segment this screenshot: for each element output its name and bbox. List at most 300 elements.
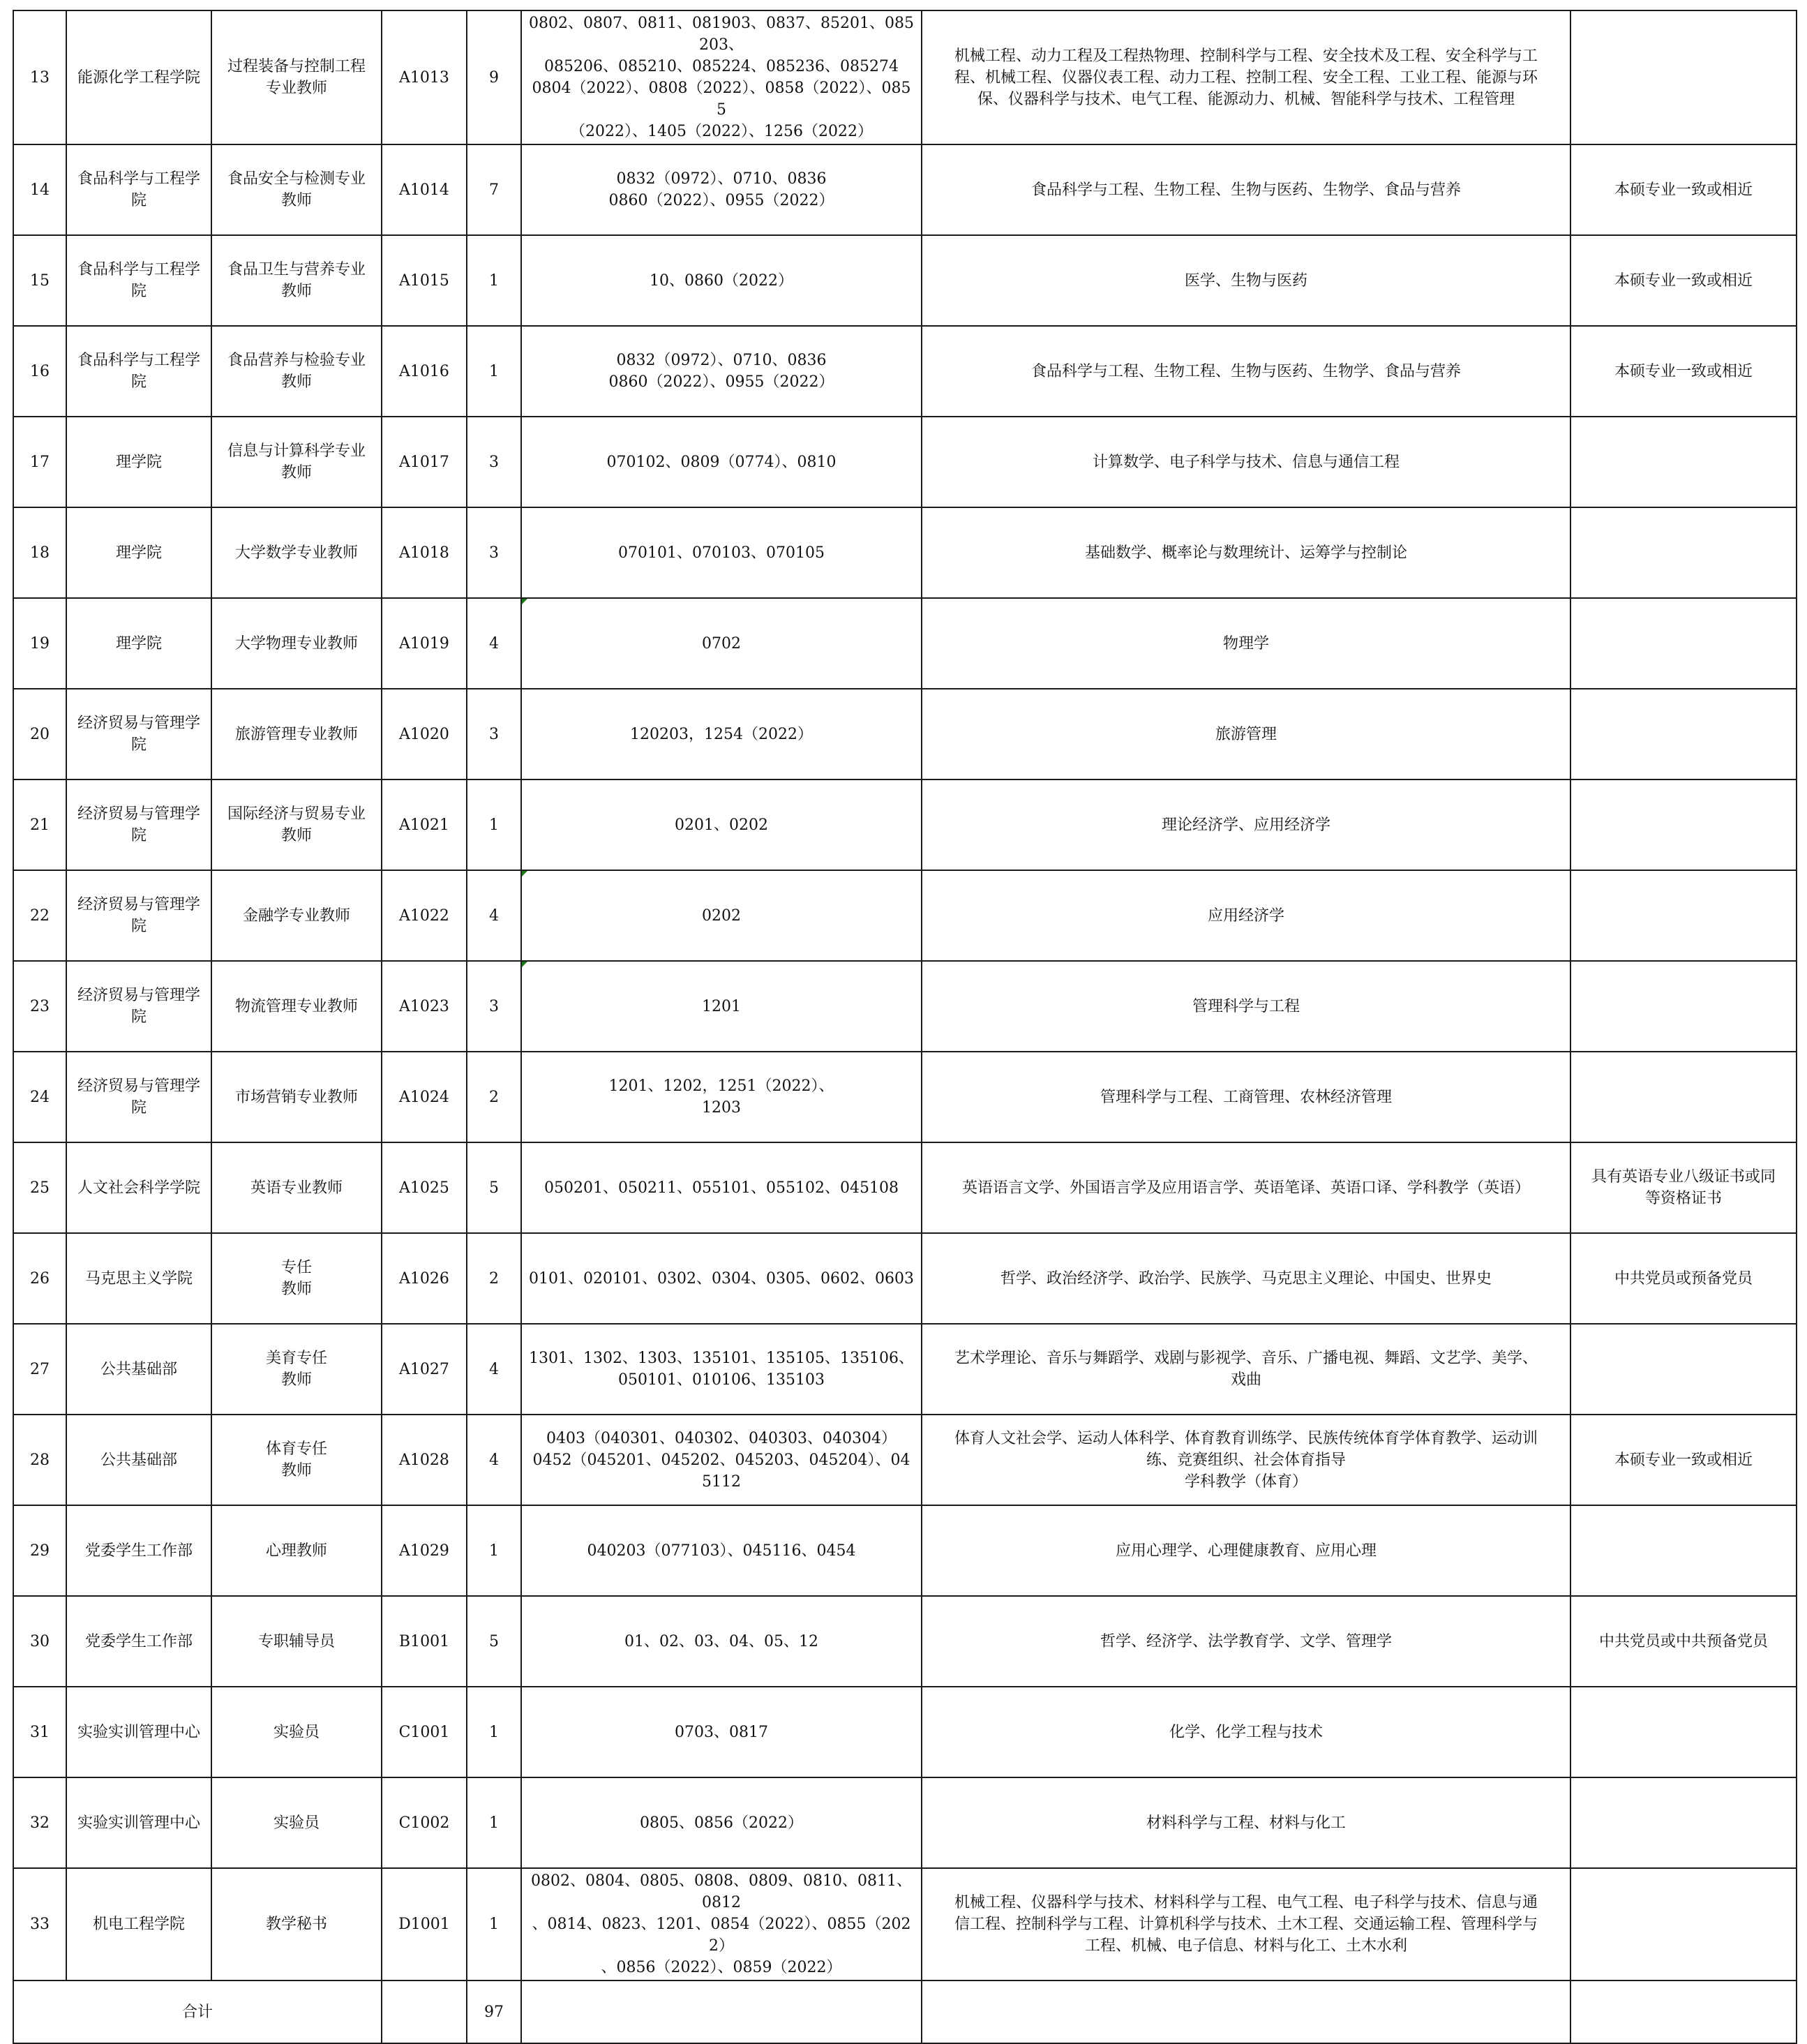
hiring-count: 7 [489, 181, 499, 199]
position-name-cell [211, 1596, 382, 1687]
table-row [13, 144, 1797, 235]
row-number-cell [13, 689, 66, 779]
major-names-cell [922, 779, 1570, 870]
table-row [13, 1233, 1797, 1324]
major-names-cell [922, 10, 1570, 144]
major-codes: 0101、020101、0302、0304、0305、0602、0603 [529, 1269, 914, 1288]
position-name: 心理教师 [265, 1542, 327, 1560]
position-code-cell [382, 507, 467, 598]
requirements-note: 本硕专业一致或相近 [1614, 1451, 1753, 1469]
major-names: 机械工程、动力工程及工程热物理、控制科学与工程、安全技术及工程、安全科学与工 程、机械工程、仪器仪表工程、动力工程、控制工程、安全工程、工业工程、能源与环 保、仪器科学与技术、电气工程、能源动力、机械、智能科学与技术、工程管理 [954, 47, 1538, 108]
requirements-note-cell [1570, 1324, 1797, 1415]
row-number-cell [13, 1868, 66, 1980]
position-name-cell [211, 598, 382, 689]
major-codes: 1201、1202，1251（2022）、 1203 [608, 1077, 834, 1117]
position-name: 食品营养与检验专业 教师 [227, 352, 366, 391]
college-name: 理学院 [115, 453, 162, 471]
major-names: 应用心理学、心理健康教育、应用心理 [1115, 1542, 1377, 1560]
requirements-note-cell [1570, 870, 1797, 961]
total-count-cell [467, 1980, 521, 2043]
table-row [13, 326, 1797, 417]
position-name: 过程装备与控制工程 专业教师 [227, 58, 366, 97]
hiring-count-cell [467, 1596, 521, 1687]
recruitment-table [13, 10, 1797, 2044]
major-names: 化学、化学工程与技术 [1169, 1723, 1323, 1741]
hiring-count-cell [467, 10, 521, 144]
table-row [13, 507, 1797, 598]
position-name-cell [211, 1142, 382, 1233]
position-name-cell [211, 1868, 382, 1980]
major-codes-cell [521, 1324, 922, 1415]
position-name-cell [211, 326, 382, 417]
hiring-count-cell [467, 144, 521, 235]
college-name-cell [66, 10, 211, 144]
row-number-cell [13, 1324, 66, 1415]
position-code: A1025 [399, 1179, 449, 1197]
requirements-note: 具有英语专业八级证书或同 等资格证书 [1591, 1168, 1776, 1207]
row-number: 26 [30, 1269, 50, 1288]
row-number: 28 [30, 1451, 50, 1469]
college-name-cell [66, 779, 211, 870]
college-name-cell [66, 961, 211, 1052]
major-names-cell [922, 1052, 1570, 1142]
row-number: 20 [30, 725, 50, 743]
college-name: 理学院 [115, 634, 162, 652]
requirements-note-cell [1570, 1505, 1797, 1596]
row-number: 25 [30, 1179, 50, 1197]
row-number: 13 [30, 68, 50, 87]
major-codes: 0703、0817 [675, 1723, 768, 1741]
major-codes: 0702 [702, 634, 741, 652]
position-name: 国际经济与贸易专业 教师 [227, 805, 366, 844]
requirements-note-cell [1570, 598, 1797, 689]
position-code: B1001 [398, 1632, 450, 1650]
position-code: A1018 [399, 544, 449, 562]
requirements-note: 本硕专业一致或相近 [1614, 362, 1753, 380]
row-number: 16 [30, 362, 50, 380]
position-name: 教学秘书 [265, 1916, 327, 1933]
major-codes: 1301、1302、1303、135101、135105、135106、 050101、010106、135103 [529, 1350, 914, 1389]
table-row [13, 1777, 1797, 1868]
position-code: A1014 [399, 181, 449, 199]
major-codes: 0832（0972）、0710、0836 0860（2022）、0955（2022） [608, 352, 834, 391]
position-code-cell [382, 1415, 467, 1505]
position-code-cell [382, 1142, 467, 1233]
major-names-cell [922, 144, 1570, 235]
requirements-note-cell [1570, 235, 1797, 326]
major-names-cell [922, 1868, 1570, 1980]
table-row [13, 1868, 1797, 1980]
position-code-cell [382, 1052, 467, 1142]
position-name: 专职辅导员 [257, 1632, 335, 1650]
major-codes: 0802、0807、0811、081903、0837、85201、085203、 085206、085210、085224、085236、085274 0804（2022）、0808（2022）、0858（2022）、0855 （2022）、1405（2022）、1256（2022） [529, 15, 914, 140]
requirements-note: 中共党员或预备党员 [1614, 1269, 1753, 1288]
table-row [13, 870, 1797, 961]
total-label: 合计 [181, 2003, 213, 2021]
college-name-cell [66, 689, 211, 779]
position-code: A1015 [399, 271, 449, 290]
major-codes: 070101、070103、070105 [618, 544, 825, 562]
college-name: 公共基础部 [100, 1360, 177, 1378]
position-name-cell [211, 417, 382, 507]
major-codes: 0802、0804、0805、0808、0809、0810、0811、0812 、0814、0823、1201、0854（2022）、0855（2022） 、0856（2022）、0859（2022） [531, 1872, 912, 1976]
row-number: 17 [30, 453, 50, 471]
table-row [13, 417, 1797, 507]
hiring-count: 4 [489, 907, 499, 925]
major-names-cell [922, 507, 1570, 598]
position-name-cell [211, 961, 382, 1052]
college-name: 食品科学与工程学 院 [77, 352, 200, 391]
major-codes-cell [521, 235, 922, 326]
row-number-cell [13, 417, 66, 507]
row-number: 31 [30, 1723, 50, 1741]
total-empty-cell [382, 1980, 467, 2043]
major-names-cell [922, 417, 1570, 507]
hiring-count-cell [467, 1324, 521, 1415]
position-code-cell [382, 870, 467, 961]
position-code: C1001 [398, 1723, 450, 1741]
major-codes-cell [521, 326, 922, 417]
position-name-cell [211, 1687, 382, 1777]
position-name-cell [211, 1233, 382, 1324]
major-codes-cell [521, 1687, 922, 1777]
row-number: 24 [30, 1088, 50, 1106]
major-names-cell [922, 326, 1570, 417]
major-names-cell [922, 598, 1570, 689]
position-code: C1002 [398, 1814, 450, 1832]
row-number: 33 [30, 1916, 50, 1933]
position-name: 实验员 [273, 1723, 320, 1741]
row-number-cell [13, 326, 66, 417]
row-number-cell [13, 1142, 66, 1233]
major-codes: 070102、0809（0774）、0810 [606, 453, 837, 471]
hiring-count-cell [467, 1233, 521, 1324]
row-number: 15 [30, 271, 50, 290]
major-names: 哲学、经济学、法学教育学、文学、管理学 [1100, 1632, 1392, 1650]
hiring-count-cell [467, 1868, 521, 1980]
hiring-count-cell [467, 1687, 521, 1777]
position-code: A1016 [399, 362, 449, 380]
major-codes: 01、02、03、04、05、12 [624, 1632, 818, 1650]
position-name-cell [211, 1415, 382, 1505]
major-codes: 040203（077103）、045116、0454 [587, 1542, 856, 1560]
major-codes: 0805、0856（2022） [640, 1814, 803, 1832]
college-name: 公共基础部 [100, 1451, 177, 1469]
major-codes-cell [521, 598, 922, 689]
college-name: 食品科学与工程学 院 [77, 170, 200, 209]
requirements-note-cell [1570, 1777, 1797, 1868]
hiring-count: 5 [489, 1632, 499, 1650]
position-name-cell [211, 1324, 382, 1415]
major-names-cell [922, 870, 1570, 961]
position-name: 食品卫生与营养专业 教师 [227, 261, 366, 300]
college-name-cell [66, 1415, 211, 1505]
requirements-note-cell [1570, 507, 1797, 598]
major-names-cell [922, 235, 1570, 326]
total-row [13, 1980, 1797, 2043]
hiring-count-cell [467, 1142, 521, 1233]
position-code-cell [382, 1868, 467, 1980]
position-code-cell [382, 1233, 467, 1324]
table-row [13, 1505, 1797, 1596]
hiring-count-cell [467, 689, 521, 779]
position-code: A1013 [399, 68, 449, 87]
college-name: 马克思主义学院 [84, 1269, 193, 1288]
major-codes-cell [521, 1233, 922, 1324]
table-row [13, 961, 1797, 1052]
row-number-cell [13, 1052, 66, 1142]
major-names-cell [922, 1233, 1570, 1324]
college-name: 实验实训管理中心 [77, 1814, 200, 1832]
position-code: A1017 [399, 453, 449, 471]
total-empty-cell [521, 1980, 922, 2043]
major-names-cell [922, 689, 1570, 779]
college-name-cell [66, 1142, 211, 1233]
requirements-note-cell [1570, 326, 1797, 417]
hiring-count: 1 [489, 816, 499, 834]
row-number: 32 [30, 1814, 50, 1832]
major-names-cell [922, 1324, 1570, 1415]
requirements-note: 本硕专业一致或相近 [1614, 181, 1753, 199]
hiring-count-cell [467, 326, 521, 417]
major-codes-cell [521, 961, 922, 1052]
major-codes-cell [521, 10, 922, 144]
table-row [13, 235, 1797, 326]
major-codes: 0201、0202 [675, 816, 768, 834]
college-name-cell [66, 417, 211, 507]
major-codes-cell [521, 1505, 922, 1596]
position-code-cell [382, 417, 467, 507]
requirements-note-cell [1570, 1142, 1797, 1233]
major-names: 理论经济学、应用经济学 [1161, 816, 1330, 834]
college-name-cell [66, 1777, 211, 1868]
table-row [13, 1415, 1797, 1505]
total-empty-cell [922, 1980, 1570, 2043]
position-name: 大学数学专业教师 [234, 544, 358, 562]
total-count: 97 [484, 2003, 504, 2021]
row-number: 30 [30, 1632, 50, 1650]
hiring-count-cell [467, 1052, 521, 1142]
requirements-note-cell [1570, 10, 1797, 144]
position-code-cell [382, 598, 467, 689]
position-code-cell [382, 1505, 467, 1596]
major-names: 食品科学与工程、生物工程、生物与医药、生物学、食品与营养 [1030, 181, 1461, 199]
major-names: 基础数学、概率论与数理统计、运筹学与控制论 [1084, 544, 1407, 562]
college-name-cell [66, 1687, 211, 1777]
college-name-cell [66, 507, 211, 598]
table-row [13, 10, 1797, 144]
position-name: 金融学专业教师 [242, 907, 350, 925]
row-number-cell [13, 1687, 66, 1777]
row-number: 27 [30, 1360, 50, 1378]
row-number-cell [13, 961, 66, 1052]
position-name: 食品安全与检测专业 教师 [227, 170, 366, 209]
major-codes-cell [521, 1868, 922, 1980]
hiring-count-cell [467, 235, 521, 326]
college-name: 食品科学与工程学 院 [77, 261, 200, 300]
major-names: 艺术学理论、音乐与舞蹈学、戏剧与影视学、音乐、广播电视、舞蹈、文艺学、美学、 戏曲 [954, 1350, 1538, 1389]
position-name-cell [211, 689, 382, 779]
college-name-cell [66, 870, 211, 961]
major-codes-cell [521, 507, 922, 598]
college-name: 经济贸易与管理学 院 [77, 987, 200, 1026]
requirements-note-cell [1570, 1415, 1797, 1505]
college-name-cell [66, 144, 211, 235]
hiring-count-cell [467, 1505, 521, 1596]
hiring-count: 9 [489, 68, 499, 87]
requirements-note-cell [1570, 1868, 1797, 1980]
major-codes-cell [521, 779, 922, 870]
college-name-cell [66, 1324, 211, 1415]
major-names: 应用经济学 [1207, 907, 1284, 925]
position-name-cell [211, 870, 382, 961]
major-codes-cell [521, 689, 922, 779]
major-names-cell [922, 1505, 1570, 1596]
row-number-cell [13, 1596, 66, 1687]
college-name: 党委学生工作部 [84, 1632, 193, 1650]
requirements-note-cell [1570, 1052, 1797, 1142]
major-names: 旅游管理 [1215, 725, 1277, 743]
table-row [13, 1142, 1797, 1233]
row-number-cell [13, 235, 66, 326]
hiring-count: 4 [489, 1360, 499, 1378]
position-code-cell [382, 689, 467, 779]
position-name: 市场营销专业教师 [234, 1088, 358, 1106]
position-code-cell [382, 326, 467, 417]
position-code: D1001 [398, 1916, 450, 1933]
requirements-note-cell [1570, 1233, 1797, 1324]
position-code: A1029 [399, 1542, 449, 1560]
hiring-count: 1 [489, 1723, 499, 1741]
hiring-count: 3 [489, 453, 499, 471]
requirements-note-cell [1570, 1596, 1797, 1687]
hiring-count-cell [467, 779, 521, 870]
major-names: 体育人文社会学、运动人体科学、体育教育训练学、民族传统体育学体育教学、运动训 练、竞赛组织、社会体育指导 学科教学（体育） [954, 1429, 1538, 1491]
major-codes: 10、0860（2022） [650, 271, 793, 290]
total-empty-cell [1570, 1980, 1797, 2043]
position-code-cell [382, 1324, 467, 1415]
requirements-note-cell [1570, 689, 1797, 779]
row-number-cell [13, 598, 66, 689]
position-code-cell [382, 10, 467, 144]
position-code: A1026 [399, 1269, 449, 1288]
college-name: 经济贸易与管理学 院 [77, 805, 200, 844]
row-number-cell [13, 144, 66, 235]
major-names: 医学、生物与医药 [1184, 271, 1307, 290]
row-number-cell [13, 1415, 66, 1505]
row-number-cell [13, 1777, 66, 1868]
position-name: 体育专任 教师 [265, 1440, 327, 1479]
table-row [13, 689, 1797, 779]
position-name: 旅游管理专业教师 [234, 725, 358, 743]
position-code: A1024 [399, 1088, 449, 1106]
major-names: 物理学 [1222, 634, 1269, 652]
college-name-cell [66, 598, 211, 689]
position-name-cell [211, 507, 382, 598]
college-name-cell [66, 1052, 211, 1142]
hiring-count: 3 [489, 725, 499, 743]
position-code-cell [382, 235, 467, 326]
requirements-note-cell [1570, 1687, 1797, 1777]
position-code: A1020 [399, 725, 449, 743]
hiring-count: 5 [489, 1179, 499, 1197]
position-name-cell [211, 235, 382, 326]
major-codes: 0403（040301、040302、040303、040304） 0452（045201、045202、045203、045204）、045112 [532, 1429, 910, 1491]
major-codes-cell [521, 870, 922, 961]
row-number-cell [13, 507, 66, 598]
position-code: A1027 [399, 1360, 449, 1378]
row-number: 14 [30, 181, 50, 199]
major-names-cell [922, 1687, 1570, 1777]
position-name-cell [211, 1777, 382, 1868]
total-label-cell [13, 1980, 382, 2043]
hiring-count: 1 [489, 362, 499, 380]
college-name: 党委学生工作部 [84, 1542, 193, 1560]
college-name: 经济贸易与管理学 院 [77, 715, 200, 754]
major-names: 机械工程、仪器科学与技术、材料科学与工程、电气工程、电子科学与技术、信息与通 信工程、控制科学与工程、计算机科学与技术、土木工程、交通运输工程、管理科学与 工程、机械、电子信息、材料与化工、土木水利 [954, 1894, 1538, 1955]
college-name: 人文社会科学学院 [77, 1179, 200, 1197]
hiring-count: 2 [489, 1269, 499, 1288]
major-names: 管理科学与工程、工商管理、农林经济管理 [1100, 1088, 1392, 1106]
hiring-count-cell [467, 1415, 521, 1505]
hiring-count-cell [467, 417, 521, 507]
major-codes: 0832（0972）、0710、0836 0860（2022）、0955（2022） [608, 170, 834, 209]
position-name: 英语专业教师 [250, 1179, 343, 1197]
position-code-cell [382, 961, 467, 1052]
row-number: 22 [30, 907, 50, 925]
major-codes-cell [521, 1142, 922, 1233]
row-number-cell [13, 1505, 66, 1596]
row-number: 21 [30, 816, 50, 834]
hiring-count-cell [467, 507, 521, 598]
position-name: 专任 教师 [280, 1259, 312, 1298]
college-name-cell [66, 326, 211, 417]
row-number-cell [13, 870, 66, 961]
position-name: 物流管理专业教师 [234, 997, 358, 1015]
college-name: 理学院 [115, 544, 162, 562]
position-code-cell [382, 144, 467, 235]
major-names: 英语语言文学、外国语言学及应用语言学、英语笔译、英语口译、学科教学（英语） [961, 1179, 1530, 1197]
hiring-count: 1 [489, 1542, 499, 1560]
table-row [13, 598, 1797, 689]
major-codes-cell [521, 1596, 922, 1687]
position-name: 美育专任 教师 [265, 1350, 327, 1389]
major-names-cell [922, 961, 1570, 1052]
hiring-count: 2 [489, 1088, 499, 1106]
position-name: 实验员 [273, 1814, 320, 1832]
major-codes-cell [521, 1777, 922, 1868]
row-number: 19 [30, 634, 50, 652]
college-name: 机电工程学院 [92, 1916, 185, 1933]
major-codes: 120203，1254（2022） [630, 725, 813, 743]
row-number-cell [13, 1233, 66, 1324]
college-name: 实验实训管理中心 [77, 1723, 200, 1741]
position-name-cell [211, 1505, 382, 1596]
requirements-note-cell [1570, 961, 1797, 1052]
position-code-cell [382, 1777, 467, 1868]
major-codes-cell [521, 144, 922, 235]
requirements-note-cell [1570, 417, 1797, 507]
row-number-cell [13, 779, 66, 870]
row-number: 23 [30, 997, 50, 1015]
hiring-count-cell [467, 870, 521, 961]
college-name-cell [66, 1233, 211, 1324]
requirements-note-cell [1570, 779, 1797, 870]
major-names: 食品科学与工程、生物工程、生物与医药、生物学、食品与营养 [1030, 362, 1461, 380]
college-name-cell [66, 1505, 211, 1596]
position-code: A1028 [399, 1451, 449, 1469]
hiring-count: 4 [489, 634, 499, 652]
